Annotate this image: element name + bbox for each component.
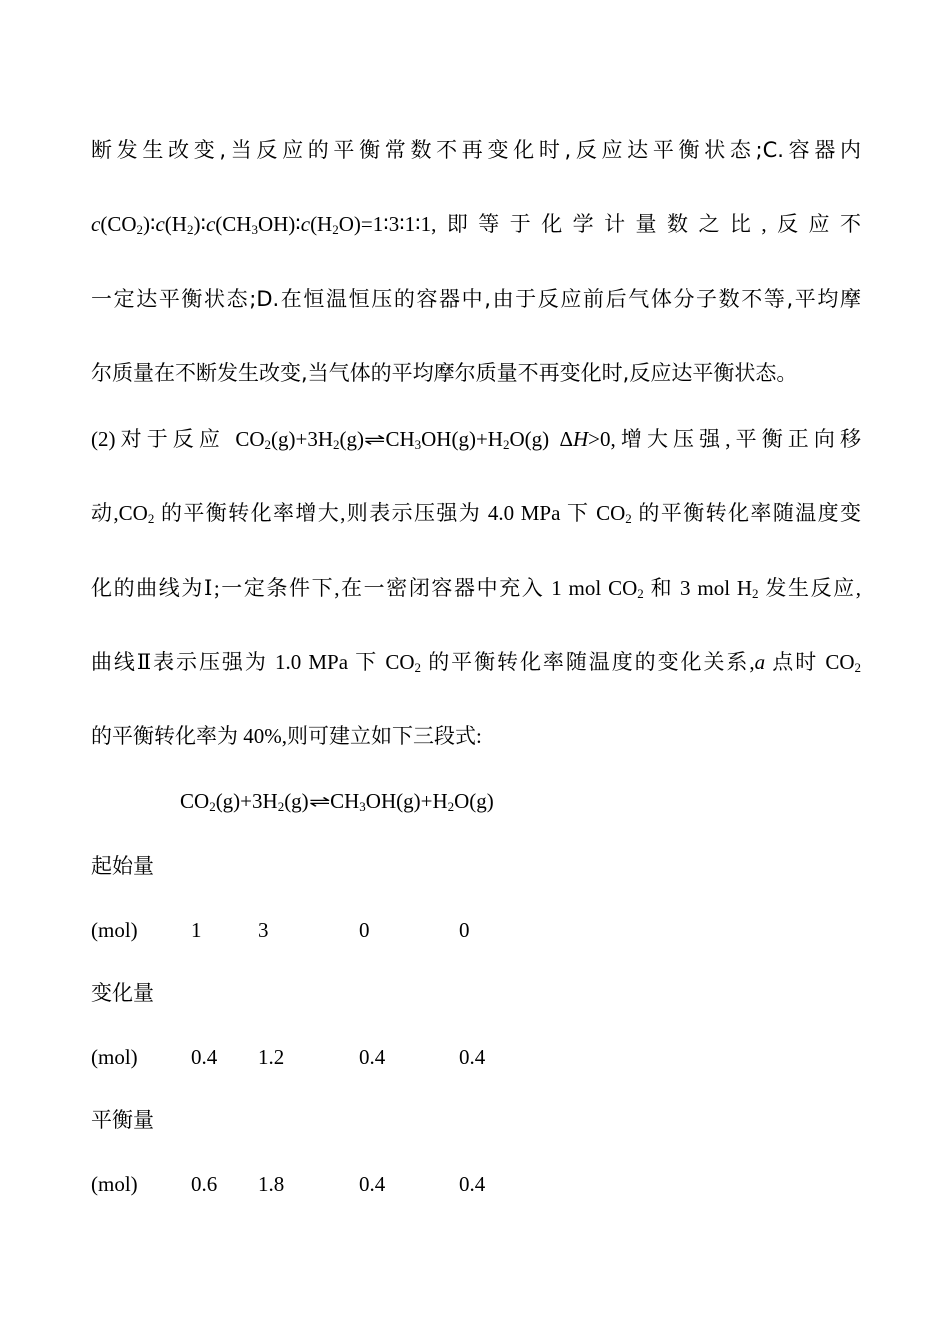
row-label-initial: 起始量 bbox=[91, 854, 154, 878]
value-h2: 1.8 bbox=[258, 1172, 285, 1196]
equilibrium-arrow-icon: ⇌ bbox=[308, 792, 331, 811]
paragraph-2-line-4: 曲线Ⅱ表示压强为 1.0 MPa 下 $CO_2$ 的平衡转化率随温度的变化关系,a 点时 $CO_2$ bbox=[91, 650, 861, 675]
paragraph-1-line-1: 断发生改变,当反应的平衡常数不再变化时,反应达平衡状态;C.容器内 bbox=[91, 138, 861, 162]
paragraph-2-line-1: (2)对于反应 $CO_2(g)+3H_2(g)\rightleftharpoons CH_3OH(g)+H_2O(g)$ ΔH>0,增大压强,平衡正向移 bbox=[91, 427, 862, 452]
paragraph-1-line-3: 一定达平衡状态;D.在恒温恒压的容器中,由于反应前后气体分子数不等,平均摩 bbox=[91, 287, 861, 311]
table-row-equilibrium bbox=[91, 1171, 691, 1197]
value-h2o: 0.4 bbox=[459, 1172, 486, 1196]
table-row-initial bbox=[91, 917, 691, 943]
paragraph-2-line-3: 化的曲线为Ⅰ;一定条件下,在一密闭容器中充入 1 mol $CO_2$ 和 3 mol $H_2$ 发生反应, bbox=[91, 576, 861, 601]
value-ch3oh: 0.4 bbox=[359, 1172, 386, 1196]
paragraph-1-line-4: 尔质量在不断发生改变,当气体的平均摩尔质量不再变化时,反应达平衡状态。 bbox=[91, 361, 798, 385]
value-co2: 1 bbox=[191, 918, 202, 942]
reaction-equation: $CO_2(g)+3H_2(g)\rightleftharpoons CH_3OH(g)+H_2O(g)$ bbox=[180, 789, 494, 814]
value-h2: 1.2 bbox=[258, 1045, 285, 1069]
equilibrium-arrow-icon: ⇌ bbox=[364, 430, 386, 449]
paragraph-1-line-2: $c(CO_2)∶c(H_2)∶c(CH_3OH)∶c(H_2O)=1∶3∶1∶1$,即等于化学计量数之比,反应不 bbox=[91, 212, 861, 237]
unit-label: (mol) bbox=[91, 1172, 138, 1196]
value-co2: 0.6 bbox=[191, 1172, 218, 1196]
value-h2: 3 bbox=[258, 918, 269, 942]
value-ch3oh: 0.4 bbox=[359, 1045, 386, 1069]
paragraph-2-line-2: 动$,CO_2$ 的平衡转化率增大,则表示压强为 4.0 MPa 下 $CO_2$ 的平衡转化率随温度变 bbox=[91, 501, 862, 526]
unit-label: (mol) bbox=[91, 1045, 138, 1069]
value-h2o: 0.4 bbox=[459, 1045, 486, 1069]
value-h2o: 0 bbox=[459, 918, 470, 942]
unit-label: (mol) bbox=[91, 918, 138, 942]
row-label-change: 变化量 bbox=[91, 981, 154, 1005]
row-label-equilibrium: 平衡量 bbox=[91, 1108, 154, 1132]
table-row-change bbox=[91, 1044, 691, 1070]
value-co2: 0.4 bbox=[191, 1045, 218, 1069]
paragraph-2-line-5: 的平衡转化率为 40%,则可建立如下三段式: bbox=[91, 724, 482, 748]
value-ch3oh: 0 bbox=[359, 918, 370, 942]
